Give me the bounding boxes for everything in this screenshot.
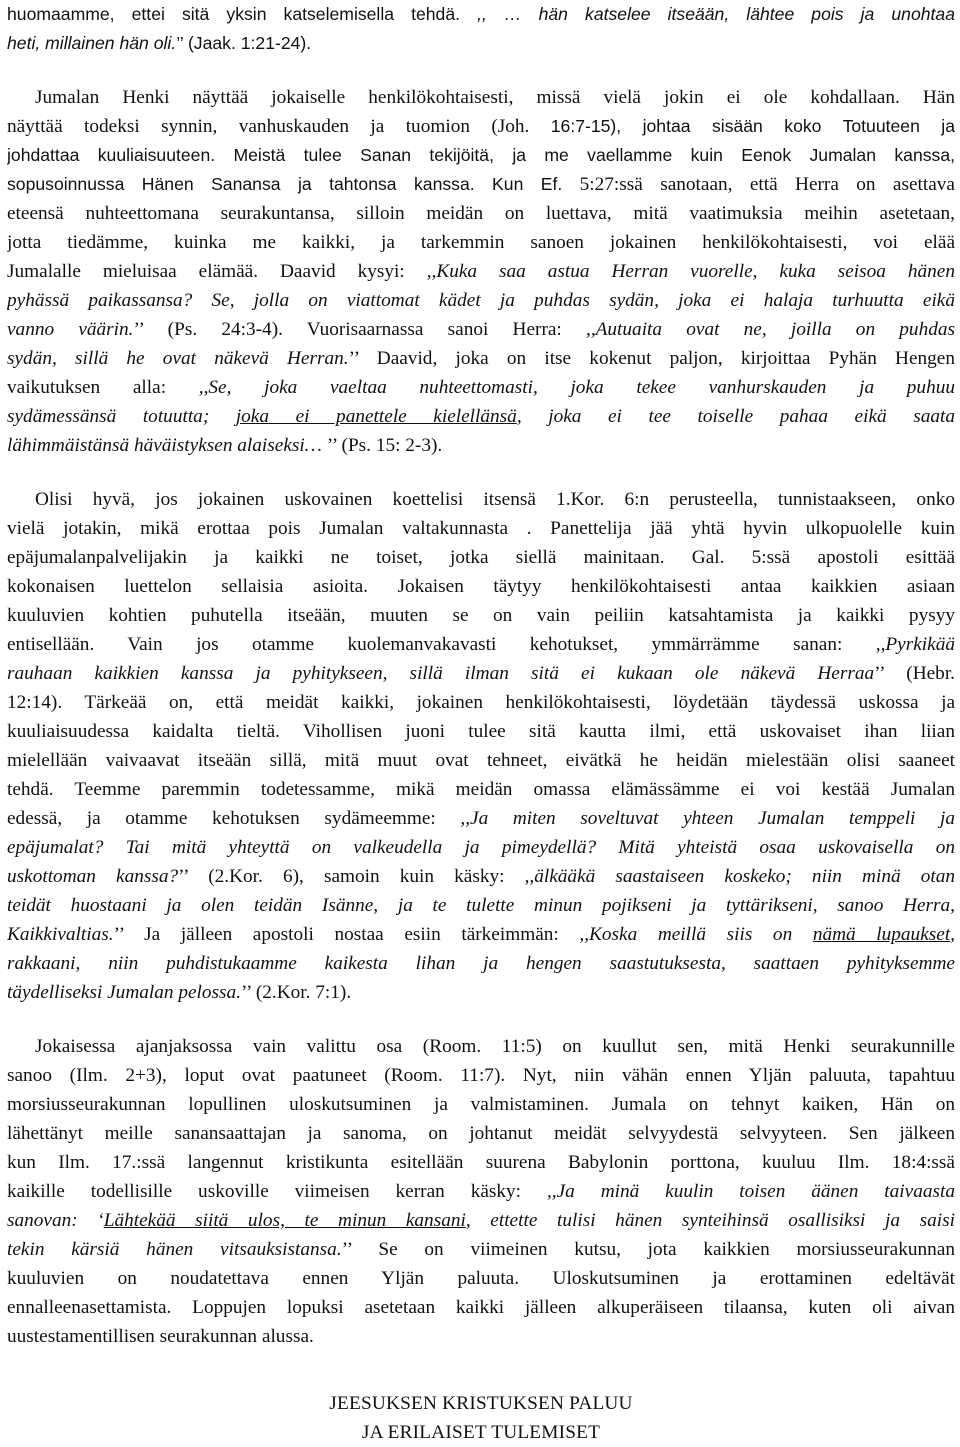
text-line	[7, 978, 955, 1007]
italic-quote-text: rauhaan kaikkien kanssa ja pyhitykseen, sillä ilman sitä ei kukaan ole näkevä Herraa	[7, 663, 875, 684]
text-run: ’’ (Jaak. 1:21-24).	[176, 33, 312, 53]
text-run: tehdä. Teemme paremmin todetessamme, mikä meidän omassa elämässämme ei voi kestää Jumalan	[7, 779, 955, 800]
text-run: näyttää todeksi synnin, vanhuskauden ja tuomion (Joh.	[7, 116, 551, 137]
italic-quote-text: ,,Koska meillä siis on	[579, 924, 813, 945]
italic-quote-text: uskottoman kanssa?	[7, 866, 179, 887]
text-line	[7, 431, 955, 460]
paragraph-gap	[7, 58, 955, 83]
underlined-text: nämä lupaukset	[812, 924, 951, 945]
text-line	[7, 315, 955, 344]
text-run: jotta tiedämme, kuinka me kaikki, ja tarkemmin sanoen jokainen henkilökohtaisesti, voi elää	[7, 232, 955, 253]
paragraph-1	[7, 0, 955, 58]
text-line	[7, 746, 955, 775]
text-run: kaikille todellisille uskoville viimeisen kerran käsky:	[7, 1181, 547, 1202]
text-line	[7, 949, 955, 978]
text-run: kuuliaisuudessa kaidalta tieltä. Vihollisen juoni tulee sitä kautta ilmi, että uskovaiset ihan liian	[7, 721, 955, 742]
text-line	[7, 1119, 955, 1148]
italic-quote-text: rakkaani, niin puhdistukaamme kaikesta lihan ja hengen saastutuksesta, saattaen pyhityksemme	[7, 953, 955, 974]
text-run: 12:14). Tärkeää on, että meidät kaikki, jokainen henkilökohtaisesti, löydetään täydessä uskossa ja	[7, 692, 955, 713]
text-line	[7, 1235, 955, 1264]
italic-quote-text: sydän, sillä he ovat näkevä Herran.	[7, 348, 349, 369]
text-run: ’’ (Hebr.	[874, 663, 955, 684]
text-line	[7, 514, 955, 543]
text-line	[7, 1061, 955, 1090]
text-run: sopusoinnussa Hänen Sanansa ja tahtonsa kanssa. Kun Ef.	[7, 174, 563, 194]
text-run: lähettänyt meille sanansaattajan ja sanoma, on johtanut meidät selvyydestä selvyyteen. Sen jälkeen	[7, 1123, 955, 1144]
italic-quote-text: täydelliseksi Jumalan pelossa.	[7, 982, 242, 1003]
text-line	[7, 804, 955, 833]
text-run: ’’ (Ps. 15: 2-3).	[321, 435, 443, 456]
text-run: Olisi hyvä, jos jokainen uskovainen koettelisi itsensä 1.Kor. 6:n perusteella, tunnistaakseen, onko	[35, 489, 955, 510]
text-line	[7, 630, 955, 659]
text-line	[7, 1264, 955, 1293]
heading-line-2: JA ERILAISET TULEMISET	[361, 1422, 601, 1443]
text-run: kun Ilm. 17.:ssä langennut kristikunta esitellään suurena Babylonin porttona, kuuluu Ilm. 18:4:ssä	[7, 1152, 955, 1173]
underlined-text: joka ei panettele kielellänsä	[235, 406, 517, 427]
text-line	[7, 257, 955, 286]
italic-quote-text: Kaikkivaltias.	[7, 924, 114, 945]
italic-quote-text: lähimmäistänsä häväistyksen alaiseksi…	[7, 435, 322, 456]
italic-quote-text: sanovan: ‘	[7, 1210, 104, 1231]
text-line	[7, 1293, 955, 1322]
text-line	[7, 485, 955, 514]
heading-gap	[7, 1351, 955, 1389]
text-run: Jokaisessa ajanjaksossa vain valittu osa (Room. 11:5) on kuullut sen, mitä Henki seurakunnille	[35, 1036, 955, 1057]
italic-quote-text: ,,Se, joka vaeltaa nuhteettomasti, joka tekee vanhurskauden ja puhuu	[198, 377, 955, 398]
italic-quote-text: ,	[950, 924, 955, 945]
italic-quote-text: tekin kärsiä hänen vitsauksistansa.	[7, 1239, 342, 1260]
text-run: ’’ Daavid, joka on itse kokenut paljon, kirjoittaa Pyhän Hengen	[348, 348, 955, 369]
text-run: epäjumalanpalvelijakin ja kaikki ne toiset, jotka siellä mainitaan. Gal. 5:ssä apostoli esittää	[7, 547, 955, 568]
text-run: ’’ (2.Kor. 7:1).	[241, 982, 352, 1003]
text-line	[7, 228, 955, 257]
italic-quote-text: pyhässä paikassansa? Se, jolla on viattomat kädet ja puhdas sydän, joka ei halaja turhuutta eikä	[7, 290, 955, 311]
paragraph-gap	[7, 1007, 955, 1032]
text-run: ennalleenasettamista. Loppujen lopuksi asetetaan kaikki jälleen alkuperäiseen tilaansa, kuten oli aivan	[7, 1297, 955, 1318]
text-line	[7, 543, 955, 572]
text-run: huomaamme, ettei sitä yksin katselemisella tehdä.	[7, 4, 461, 24]
text-line	[7, 344, 955, 373]
text-line	[7, 1148, 955, 1177]
italic-quote-text: ,,Ja miten soveltuvat yhteen Jumalan temppeli ja	[460, 808, 955, 829]
text-run: 16:7-15), johtaa sisään koko Totuuteen ja	[550, 116, 955, 136]
text-line	[7, 1032, 955, 1061]
text-line	[7, 1322, 955, 1351]
text-run: edessä, ja otamme kehotuksen sydämeemme:	[7, 808, 461, 829]
text-run: ’’ Ja jälleen apostoli nostaa esiin tärkeimmän:	[113, 924, 580, 945]
text-line	[7, 373, 955, 402]
text-line	[7, 0, 955, 29]
italic-quote-text: heti, millainen hän oli.	[7, 33, 177, 53]
text-run: entisellään. Vain jos otamme kuolemanvakavasti kehotukset, ymmärrämme sanan:	[7, 634, 876, 655]
text-line	[7, 891, 955, 920]
italic-quote-text: teidät huostaani ja olen teidän Isänne, ja te tulette minun pojikseni ja tyttärikseni, sanoo Herra,	[7, 895, 955, 916]
italic-quote-text: ,,Pyrkikää	[875, 634, 955, 655]
text-line	[7, 920, 955, 949]
document-page	[7, 0, 955, 1447]
text-line	[7, 717, 955, 746]
italic-quote-text: , joka ei tee toiselle pahaa eikä saata	[516, 406, 955, 427]
text-run: uustestamentillisen seurakunnan alussa.	[7, 1326, 314, 1347]
heading-line-1: JEESUKSEN KRISTUKSEN PALUU	[329, 1393, 633, 1414]
text-line	[7, 29, 955, 58]
paragraph-4	[7, 1032, 955, 1351]
text-run: kokonaisen luettelon sellaisia asioita. Jokaisen täytyy henkilökohtaisesti antaa kaikkien asiaan	[7, 576, 955, 597]
text-line	[7, 141, 955, 170]
italic-quote-text: ,,Ja minä kuulin toisen äänen taivaasta	[546, 1181, 955, 1202]
text-line	[7, 775, 955, 804]
text-run: eteensä nuhteettomana seurakuntansa, silloin meidän on luettava, mitä vaatimuksia meihin asetetaan,	[7, 203, 955, 224]
paragraph-2	[7, 83, 955, 460]
paragraph-gap	[7, 460, 955, 485]
italic-quote-text: , ettette tulisi hänen synteihinsä osallisiksi ja saisi	[465, 1210, 955, 1231]
text-run: ’’ (2.Kor. 6), samoin kuin käsky:	[178, 866, 525, 887]
text-run: sanoo (Ilm. 2+3), loput ovat paatuneet (Room. 11:7). Nyt, niin vähän ennen Yljän paluuta, tapahtuu	[7, 1065, 955, 1086]
text-line	[7, 1177, 955, 1206]
underlined-text: Lähtekää siitä ulos, te minun kansani	[103, 1210, 466, 1231]
text-run: 5:27:ssä sanotaan, että Herra on asettava	[562, 174, 955, 195]
text-run: vielä jotakin, mikä erottaa pois Jumalan valtakunnasta . Panettelija jää yhtä hyvin ulkopuolelle kuin	[7, 518, 955, 539]
text-run: mielellään vaivaavat itseään sillä, mitä muut ovat tehneet, eivätkä he heidän mielestään olisi saaneet	[7, 750, 955, 771]
text-line	[7, 862, 955, 891]
text-run: Jumalan Henki näyttää jokaiselle henkilökohtaisesti, missä vielä jokin ei ole kohdallaan. Hän	[35, 87, 955, 108]
text-line	[7, 601, 955, 630]
text-line	[7, 659, 955, 688]
text-run: ’’ (Ps. 24:3-4). Vuorisaarnassa sanoi Herra:	[133, 319, 586, 340]
text-line	[7, 402, 955, 431]
italic-quote-text: ,,Autuaita ovat ne, joilla on puhdas	[586, 319, 955, 340]
text-run: kuuluvien kohtien puhutella itseään, muuten se on vain peiliin katsahtamista ja kaikki pysyy	[7, 605, 955, 626]
paragraph-3	[7, 485, 955, 1007]
text-line	[7, 1090, 955, 1119]
italic-quote-text: sydämessänsä totuutta;	[7, 406, 236, 427]
italic-quote-text: epäjumalat? Tai mitä yhteyttä on valkeudella ja pimeydellä? Mitä yhteistä osaa uskovaisella on	[7, 837, 955, 858]
section-heading	[7, 1389, 955, 1447]
text-run: morsiusseurakunnan lopullinen uloskutsuminen ja valmistaminen. Jumala on tehnyt kaiken, Hän on	[7, 1094, 955, 1115]
text-run: johdattaa kuuliaisuuteen. Meistä tulee Sanan tekijöitä, ja me vaellamme kuin Eenok Jumalan kanssa,	[7, 145, 955, 165]
text-line	[7, 199, 955, 228]
italic-quote-text: vanno väärin.	[7, 319, 134, 340]
text-line	[7, 572, 955, 601]
italic-quote-text: ,,Kuka saa astua Herran vuorelle, kuka seisoa hänen	[426, 261, 955, 282]
text-line	[7, 1206, 955, 1235]
text-line	[7, 688, 955, 717]
text-run: ’’ Se on viimeinen kutsu, jota kaikkien morsiusseurakunnan	[341, 1239, 955, 1260]
text-run: Jumalalle mieluisaa elämää. Daavid kysyi:	[7, 261, 427, 282]
text-line	[7, 286, 955, 315]
text-line	[7, 170, 955, 199]
italic-quote-text: ,,älkääkä saastaiseen koskeko; niin minä otan	[524, 866, 955, 887]
text-line	[7, 833, 955, 862]
text-line	[7, 83, 955, 112]
text-run: kuuluvien on noudatettava ennen Yljän paluuta. Uloskutsuminen ja erottaminen edeltävät	[7, 1268, 955, 1289]
italic-quote-text: ,, … hän katselee itseään, lähtee pois ja unohtaa	[460, 4, 955, 24]
text-line	[7, 112, 955, 141]
text-run: vaikutuksen alla:	[7, 377, 199, 398]
